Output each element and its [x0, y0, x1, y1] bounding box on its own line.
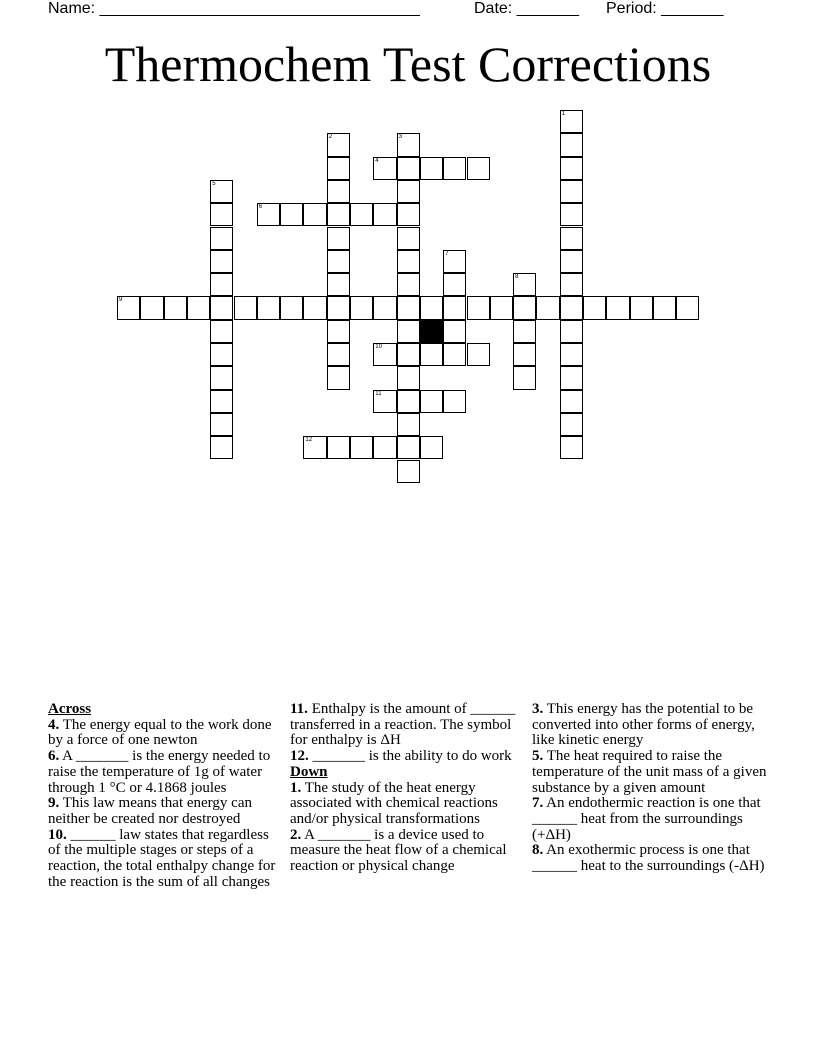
crossword-cell[interactable]: [373, 157, 396, 180]
crossword-cell[interactable]: [373, 436, 396, 459]
crossword-cell[interactable]: [187, 296, 210, 319]
crossword-cell[interactable]: [560, 250, 583, 273]
crossword-cell[interactable]: [560, 320, 583, 343]
crossword-cell[interactable]: [397, 413, 420, 436]
crossword-cell[interactable]: [303, 296, 326, 319]
crossword-cell[interactable]: [630, 296, 653, 319]
crossword-cell[interactable]: [443, 273, 466, 296]
crossword-cell[interactable]: [397, 320, 420, 343]
crossword-cell[interactable]: [513, 343, 536, 366]
crossword-cell[interactable]: [513, 296, 536, 319]
cell-number: 2: [328, 134, 333, 141]
crossword-cell[interactable]: [397, 296, 420, 319]
crossword-cell[interactable]: [560, 157, 583, 180]
crossword-cell[interactable]: [350, 296, 373, 319]
crossword-cell[interactable]: [397, 343, 420, 366]
crossword-cell[interactable]: [397, 390, 420, 413]
crossword-cell[interactable]: [560, 180, 583, 203]
crossword-cell[interactable]: [327, 320, 350, 343]
crossword-cell[interactable]: [443, 296, 466, 319]
crossword-cell[interactable]: [210, 296, 233, 319]
across-heading: Across: [48, 701, 92, 717]
crossword-cell[interactable]: [467, 343, 490, 366]
crossword-cell[interactable]: [350, 436, 373, 459]
crossword-cell[interactable]: [397, 273, 420, 296]
clue-across-10: 10. ______ law states that regardless of the multiple stages or steps of a reaction, the total enthalpy change for the reaction is the sum of all changes: [48, 826, 276, 890]
crossword-cell[interactable]: [560, 296, 583, 319]
crossword-cell[interactable]: [653, 296, 676, 319]
crossword-cell[interactable]: [443, 390, 466, 413]
crossword-cell[interactable]: [210, 343, 233, 366]
crossword-cell[interactable]: [210, 250, 233, 273]
cell-number: 10: [375, 344, 382, 350]
clue-down-5: 5. The heat required to raise the temperature of the unit mass of a given substance by a given amount: [532, 748, 767, 796]
crossword-cell[interactable]: [560, 343, 583, 366]
crossword-cell[interactable]: [513, 273, 536, 296]
crossword-cell[interactable]: [327, 250, 350, 273]
crossword-cell[interactable]: [420, 390, 443, 413]
crossword-cell[interactable]: [327, 227, 350, 250]
crossword-cell[interactable]: [560, 133, 583, 156]
clue-down-1: 1. The study of the heat energy associated with chemical reactions and/or physical transformations: [290, 779, 498, 827]
crossword-cell[interactable]: [420, 436, 443, 459]
crossword-cell[interactable]: [397, 157, 420, 180]
crossword-cell[interactable]: [210, 366, 233, 389]
crossword-cell[interactable]: [397, 250, 420, 273]
crossword-cell[interactable]: [536, 296, 559, 319]
crossword-cell[interactable]: [513, 366, 536, 389]
crossword-cell[interactable]: [327, 180, 350, 203]
cell-number: 7: [445, 250, 449, 257]
crossword-cell[interactable]: [327, 296, 350, 319]
crossword-cell[interactable]: [560, 366, 583, 389]
crossword-cell[interactable]: [560, 110, 583, 133]
clue-down-7: 7. An endothermic reaction is one that ______ heat from the surroundings (+ΔH): [532, 795, 761, 843]
crossword-cell[interactable]: [443, 343, 466, 366]
crossword-grid: [0, 0, 816, 500]
cell-number: 3: [398, 134, 402, 141]
crossword-cell[interactable]: [560, 390, 583, 413]
crossword-cell[interactable]: [467, 157, 490, 180]
crossword-cell[interactable]: [140, 296, 163, 319]
crossword-cell[interactable]: [560, 436, 583, 459]
crossword-cell[interactable]: [443, 157, 466, 180]
clue-across-12: 12. _______ is the ability to do work: [290, 748, 512, 765]
crossword-cell[interactable]: [210, 273, 233, 296]
crossword-cell[interactable]: [327, 273, 350, 296]
clue-across-9: 9. This law means that energy can neither be created nor destroyed: [48, 795, 252, 827]
crossword-cell[interactable]: [327, 343, 350, 366]
crossword-cell[interactable]: [117, 296, 140, 319]
crossword-cell[interactable]: [397, 436, 420, 459]
crossword-cell[interactable]: [606, 296, 629, 319]
crossword-cell[interactable]: [373, 203, 396, 226]
cell-number: 12: [305, 437, 313, 444]
crossword-cell[interactable]: [303, 203, 326, 226]
crossword-cell[interactable]: [327, 366, 350, 389]
clue-down-2: 2. A _______ is a device used to measure the heat flow of a chemical reaction or physical change: [290, 826, 507, 875]
crossword-cell[interactable]: [467, 296, 490, 319]
crossword-cell[interactable]: [373, 390, 396, 413]
crossword-cell[interactable]: [397, 180, 420, 203]
clue-down-3: 3. This energy has the potential to be converted into other forms of energy, like kinetic energy: [532, 701, 755, 749]
crossword-cell[interactable]: [327, 133, 350, 156]
crossword-cell[interactable]: [397, 366, 420, 389]
crossword-cell[interactable]: [420, 343, 443, 366]
crossword-cell[interactable]: [280, 296, 303, 319]
clue-across-6: 6. A _______ is the energy needed to raise the temperature of 1g of water through 1 °C or 4.1868 joules: [48, 748, 271, 796]
crossword-cell[interactable]: [164, 296, 187, 319]
cell-number: 6: [258, 204, 263, 211]
crossword-cell[interactable]: [303, 436, 326, 459]
crossword-cell[interactable]: [373, 296, 396, 319]
crossword-cell[interactable]: [583, 296, 606, 319]
cell-number: 4: [375, 157, 379, 164]
crossword-cell[interactable]: [210, 320, 233, 343]
crossword-cell[interactable]: [443, 250, 466, 273]
crossword-cell[interactable]: [234, 296, 257, 319]
crossword-cell[interactable]: [420, 157, 443, 180]
cell-number: 5: [212, 180, 216, 187]
crossword-cell[interactable]: [210, 227, 233, 250]
down-heading: Down: [290, 763, 328, 780]
crossword-cell[interactable]: [397, 460, 420, 483]
crossword-cell[interactable]: [210, 436, 233, 459]
crossword-cell[interactable]: [280, 203, 303, 226]
crossword-cell[interactable]: [397, 227, 420, 250]
cell-number: 1: [561, 111, 566, 117]
crossword-cell[interactable]: [443, 320, 466, 343]
crossword-cell[interactable]: [210, 413, 233, 436]
clues-column-2: [290, 702, 522, 875]
crossword-cell[interactable]: [676, 296, 699, 319]
crossword-cell[interactable]: [327, 157, 350, 180]
cell-number: 8: [515, 274, 519, 281]
page-title: Thermochem Test Corrections: [104, 36, 712, 92]
crossword-cell[interactable]: [513, 320, 536, 343]
cell-number: 11: [375, 390, 382, 397]
crossword-cell[interactable]: [210, 390, 233, 413]
crossword-cell[interactable]: [420, 296, 443, 319]
crossword-cell[interactable]: [210, 180, 233, 203]
crossword-cell[interactable]: [560, 203, 583, 226]
clues-column-3: [532, 702, 768, 875]
cell-number: 9: [119, 297, 123, 304]
blocked-cell: [420, 320, 443, 343]
clue-across-4: 4. The energy equal to the work done by a force of one newton: [48, 716, 272, 749]
crossword-cell[interactable]: [373, 343, 396, 366]
crossword-cell[interactable]: [560, 413, 583, 436]
crossword-cell[interactable]: [257, 203, 280, 226]
clues-column-1: [48, 702, 280, 890]
crossword-cell[interactable]: [210, 203, 233, 226]
crossword-cell[interactable]: [397, 203, 420, 226]
crossword-cell[interactable]: [397, 133, 420, 156]
crossword-cell[interactable]: [560, 273, 583, 296]
crossword-cell[interactable]: [327, 203, 350, 226]
crossword-cell[interactable]: [560, 227, 583, 250]
clue-across-11: 11. Enthalpy is the amount of ______ transferred in a reaction. The symbol for enthalpy is ΔH: [290, 701, 516, 749]
period-field[interactable]: Period: _______: [606, 0, 724, 17]
date-field[interactable]: Date: _______: [474, 0, 579, 17]
crossword-cell[interactable]: [490, 296, 513, 319]
crossword-cell[interactable]: [257, 296, 280, 319]
name-field[interactable]: Name: ____________________________________: [48, 0, 420, 17]
crossword-cell[interactable]: [350, 203, 373, 226]
clue-down-8: 8. An exothermic process is one that ______ heat to the surroundings (-ΔH): [532, 842, 765, 875]
crossword-cell[interactable]: [327, 436, 350, 459]
